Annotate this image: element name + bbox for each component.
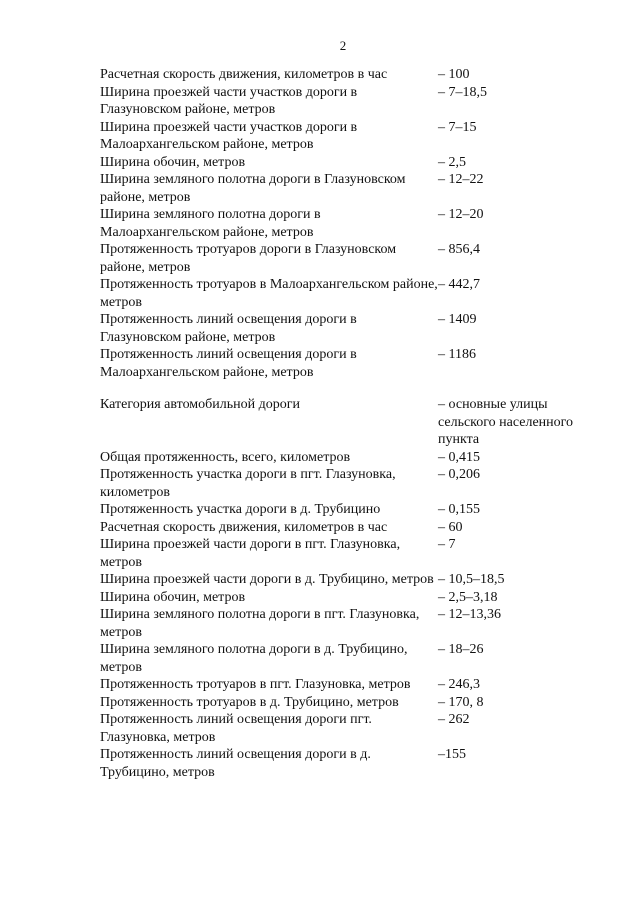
characteristic-row bbox=[100, 746, 600, 781]
characteristic-value: – 18–26 bbox=[438, 642, 484, 657]
characteristic-label: Протяженность тротуаров в д. Трубицино, метров bbox=[100, 694, 399, 710]
characteristic-value: – 7–18,5 bbox=[438, 84, 487, 100]
characteristic-label: Протяженность линий освещения дороги пгт. Глазуновка, метров bbox=[100, 712, 372, 745]
characteristic-label: Ширина обочин, метров bbox=[100, 589, 246, 605]
characteristic-label: Протяженность участка дороги в пгт. Глазуновка, километров bbox=[100, 467, 396, 500]
characteristic-row bbox=[100, 606, 600, 641]
characteristic-label: Ширина проезжей части дороги в д. Трубицино, метров bbox=[100, 572, 434, 587]
characteristic-row bbox=[100, 154, 600, 172]
characteristic-row bbox=[100, 641, 600, 676]
characteristic-value: – 2,5 bbox=[438, 154, 466, 170]
characteristic-row bbox=[100, 501, 600, 519]
characteristic-label: Протяженность линий освещения дороги в д. Трубицино, метров bbox=[100, 747, 371, 780]
characteristic-value: – 1409 bbox=[438, 312, 477, 327]
characteristic-label: Протяженность линий освещения дороги в Малоархангельском районе, метров bbox=[100, 347, 357, 380]
characteristic-row bbox=[100, 571, 600, 589]
characteristic-value: – 100 bbox=[438, 67, 470, 82]
characteristic-label: Расчетная скорость движения, километров в час bbox=[100, 67, 388, 82]
characteristic-row bbox=[100, 694, 600, 712]
characteristic-row bbox=[100, 206, 600, 241]
characteristic-row bbox=[100, 711, 600, 746]
characteristic-value: – 2,5–3,18 bbox=[438, 589, 498, 605]
characteristic-label: Общая протяженность, всего, километров bbox=[100, 449, 351, 465]
characteristic-row bbox=[100, 171, 600, 206]
characteristic-label: Ширина земляного полотна дороги в д. Трубицино, метров bbox=[100, 642, 408, 675]
characteristic-row bbox=[100, 449, 600, 467]
characteristic-value: – 7–15 bbox=[438, 119, 477, 135]
characteristic-label: Протяженность участка дороги в д. Трубицино bbox=[100, 502, 381, 517]
characteristic-value: – 246,3 bbox=[438, 677, 480, 692]
characteristic-label: Ширина земляного полотна дороги в пгт. Глазуновка, метров bbox=[100, 607, 420, 640]
characteristic-row bbox=[100, 536, 600, 571]
characteristic-label: Ширина проезжей части участков дороги в Малоархангельском районе, метров bbox=[100, 119, 358, 152]
characteristic-row bbox=[100, 66, 600, 84]
characteristic-value: – 0,155 bbox=[438, 502, 480, 517]
characteristic-value: – 60 bbox=[438, 519, 463, 535]
characteristic-label: Ширина земляного полотна дороги в Малоархангельском районе, метров bbox=[100, 207, 321, 240]
characteristic-label: Протяженность тротуаров в пгт. Глазуновка, метров bbox=[100, 677, 411, 692]
road-category-row bbox=[100, 396, 600, 449]
characteristic-label: Ширина проезжей части дороги в пгт. Глазуновка, метров bbox=[100, 537, 401, 570]
characteristic-row bbox=[100, 466, 600, 501]
characteristic-row bbox=[100, 589, 600, 607]
characteristic-value: – 0,206 bbox=[438, 467, 480, 482]
characteristic-value: –155 bbox=[438, 747, 466, 762]
road-category-value: – основные улицы сельского населенного пункта bbox=[438, 397, 574, 447]
characteristic-label: Протяженность тротуаров дороги в Глазуновском районе, метров bbox=[100, 242, 397, 275]
characteristic-row bbox=[100, 519, 600, 537]
characteristic-value: – 10,5–18,5 bbox=[438, 572, 505, 587]
characteristic-value: – 12–13,36 bbox=[438, 607, 501, 622]
characteristic-label: Ширина обочин, метров bbox=[100, 154, 246, 170]
characteristic-row bbox=[100, 276, 600, 311]
characteristic-value: – 170, 8 bbox=[438, 694, 484, 710]
characteristic-value: – 1186 bbox=[438, 347, 476, 362]
characteristic-row bbox=[100, 676, 600, 694]
characteristic-value: – 262 bbox=[438, 712, 470, 727]
page-number: 2 bbox=[339, 38, 347, 53]
characteristic-label: Протяженность линий освещения дороги в Глазуновском районе, метров bbox=[100, 312, 357, 345]
characteristic-row bbox=[100, 346, 600, 381]
characteristic-value: – 12–20 bbox=[438, 207, 484, 222]
characteristic-row bbox=[100, 241, 600, 276]
characteristic-value: – 0,415 bbox=[438, 449, 480, 465]
characteristic-label: Ширина проезжей части участков дороги в Глазуновском районе, метров bbox=[100, 84, 358, 117]
characteristic-row bbox=[100, 84, 600, 119]
characteristic-value: – 442,7 bbox=[438, 277, 480, 292]
characteristic-row bbox=[100, 119, 600, 154]
characteristic-value: – 856,4 bbox=[438, 242, 480, 257]
road-characteristics-section-2 bbox=[100, 396, 600, 781]
characteristic-row bbox=[100, 311, 600, 346]
characteristic-value: – 12–22 bbox=[438, 172, 484, 187]
characteristic-label: Расчетная скорость движения, километров в час bbox=[100, 519, 388, 535]
road-characteristics-section-1 bbox=[100, 66, 600, 381]
road-category-label: Категория автомобильной дороги bbox=[100, 397, 300, 412]
characteristic-value: – 7 bbox=[438, 537, 456, 552]
characteristic-label: Ширина земляного полотна дороги в Глазуновском районе, метров bbox=[100, 172, 406, 205]
characteristic-label: Протяженность тротуаров в Малоархангельском районе, метров bbox=[100, 277, 438, 310]
